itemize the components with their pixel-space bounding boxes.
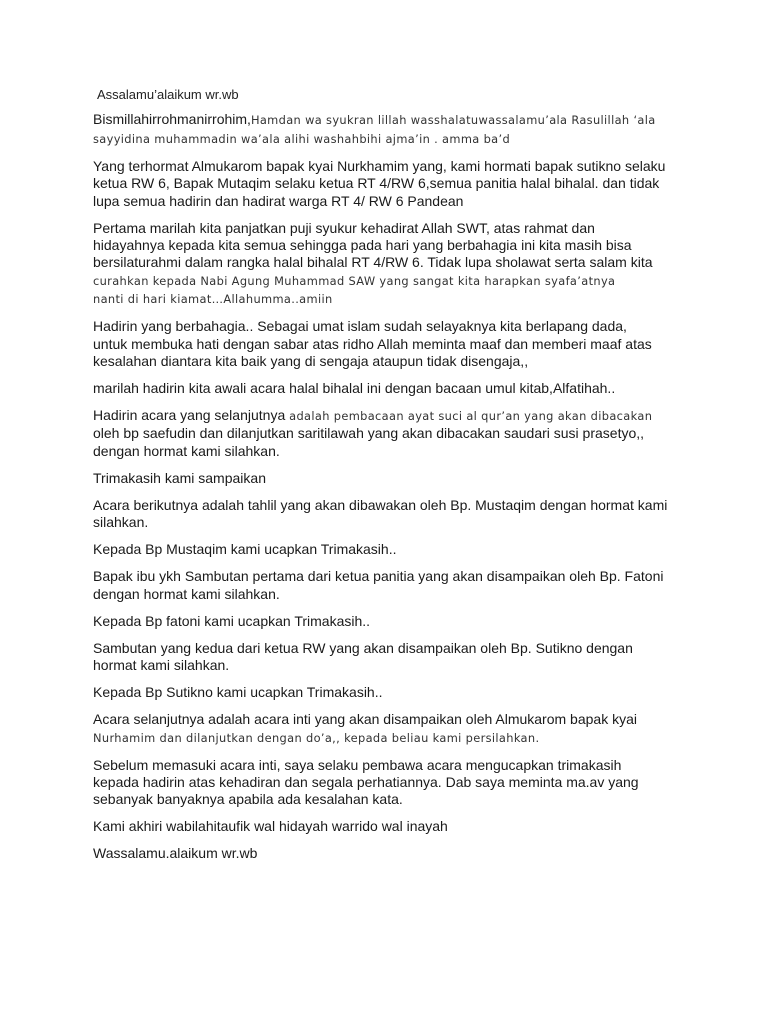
paragraph-line: Kepada Bp Sutikno kami ucapkan Trimakasih.. bbox=[93, 684, 383, 701]
paragraph-line: Kepada Bp fatoni kami ucapkan Trimakasih.. bbox=[93, 612, 371, 629]
document-body bbox=[93, 86, 693, 872]
paragraph-line-start: Hadirin acara yang selanjutnya bbox=[93, 407, 290, 424]
quran-recitation-paragraph bbox=[93, 407, 693, 460]
paragraph-line: Kami akhiri wabilahitaufik wal hidayah warrido wal inayah bbox=[93, 818, 448, 835]
paragraph-line: Kepada Bp Mustaqim kami ucapkan Trimakasih.. bbox=[93, 541, 397, 558]
hamdalah-text-continued: sayyidina muhammadin wa’ala alihi washahbihi ajma’in . amma ba’d bbox=[93, 131, 511, 146]
paragraph-line: Nurhamim dan dilanjutkan dengan do’a,, kepada beliau kami persilahkan. bbox=[93, 730, 540, 745]
paragraph-line: Bapak ibu ykh Sambutan pertama dari ketua panitia yang akan disampaikan oleh Bp. Fatoni bbox=[93, 568, 664, 585]
paragraph-line: hidayahnya kepada kita semua sehingga pada hari yang berbahagia ini kita masih bisa bbox=[93, 237, 632, 254]
paragraph-line: Trimakasih kami sampaikan bbox=[93, 469, 266, 486]
first-speech-paragraph bbox=[93, 568, 693, 603]
thanks-sutikno-paragraph bbox=[93, 684, 693, 701]
paragraph-line: sebanyak banyaknya apabila ada kesalahan kata. bbox=[93, 791, 403, 808]
paragraph-line: silahkan. bbox=[93, 514, 149, 531]
apology-paragraph bbox=[93, 757, 693, 809]
alfatihah-paragraph bbox=[93, 380, 693, 397]
thanks-fatoni-paragraph bbox=[93, 613, 693, 630]
paragraph-line: Yang terhormat Almukarom bapak kyai Nurkhamim yang, kami hormati bapak sutikno selaku bbox=[93, 157, 666, 174]
farewell-greeting bbox=[93, 845, 693, 862]
paragraph-line: nanti di hari kiamat…Allahumma..amiin bbox=[93, 292, 333, 307]
paragraph-line: dengan hormat kami silahkan. bbox=[93, 442, 280, 459]
forgiveness-paragraph bbox=[93, 318, 693, 370]
paragraph-line: Acara selanjutnya adalah acara inti yang akan disampaikan oleh Almukarom bapak kyai bbox=[93, 711, 637, 728]
paragraph-line: hormat kami silahkan. bbox=[93, 657, 230, 674]
paragraph-line: kesalahan diantara kita baik yang di sengaja ataupun tidak disengaja,, bbox=[93, 353, 529, 370]
paragraph-line: untuk membuka hati dengan sabar atas ridho Allah meminta maaf dan memberi maaf atas bbox=[93, 335, 652, 352]
hamdalah-text: Hamdan wa syukran lillah wasshalatuwassalamu’ala Rasulillah ‘ala bbox=[250, 113, 656, 128]
paragraph-line: Wassalamu.alaikum wr.wb bbox=[93, 845, 258, 862]
paragraph-line: Acara berikutnya adalah tahlil yang akan dibawakan oleh Bp. Mustaqim dengan hormat kami bbox=[93, 496, 668, 513]
paragraph-line: marilah hadirin kita awali acara halal bihalal ini dengan bacaan umul kitab,Alfatihah.. bbox=[93, 380, 616, 397]
paragraph-line: oleh bp saefudin dan dilanjutkan saritilawah yang akan dibacakan saudari susi prasetyo,, bbox=[93, 425, 645, 442]
opening-salutation-paragraph bbox=[93, 158, 693, 210]
gratitude-paragraph bbox=[93, 220, 693, 309]
bismillah-paragraph bbox=[93, 111, 693, 148]
paragraph-line: lupa semua hadirin dan hadirat warga RT 4/ RW 6 Pandean bbox=[93, 192, 464, 209]
paragraph-line: Sebelum memasuki acara inti, saya selaku pembawa acara mengucapkan trimakasih bbox=[93, 756, 622, 773]
closing-paragraph bbox=[93, 818, 693, 835]
paragraph-line: curahkan kepada Nabi Agung Muhammad SAW yang sangat kita harapkan syafa’atnya bbox=[93, 273, 616, 288]
paragraph-line-end: adalah pembacaan ayat suci al qur’an yang akan dibacakan bbox=[289, 409, 653, 424]
paragraph-line: bersilaturahmi dalam rangka halal bihalal RT 4/RW 6. Tidak lupa sholawat serta salam kita bbox=[93, 254, 653, 271]
paragraph-line: Sambutan yang kedua dari ketua RW yang akan disampaikan oleh Bp. Sutikno dengan bbox=[93, 639, 633, 656]
greeting: Assalamu’alaikum wr.wb bbox=[97, 87, 239, 102]
bismillah-text: Bismillahirrohmanirrohim, bbox=[93, 111, 251, 128]
tahlil-paragraph bbox=[93, 497, 693, 532]
paragraph-line: ketua RW 6, Bapak Mutaqim selaku ketua RT 4/RW 6,semua panitia halal bihalal. dan tidak bbox=[93, 175, 660, 192]
thanks-mustaqim-paragraph bbox=[93, 541, 693, 558]
paragraph-line: dengan hormat kami silahkan. bbox=[93, 585, 280, 602]
paragraph-line: kepada hadirin atas kehadiran dan segala perhatiannya. Dab saya meminta ma.av yang bbox=[93, 773, 639, 790]
paragraph-line: Pertama marilah kita panjatkan puji syukur kehadirat Allah SWT, atas rahmat dan bbox=[93, 219, 595, 236]
paragraph-line: Hadirin yang berbahagia.. Sebagai umat islam sudah selayaknya kita berlapang dada, bbox=[93, 318, 627, 335]
main-event-paragraph bbox=[93, 711, 693, 747]
thanks-paragraph bbox=[93, 470, 693, 487]
second-speech-paragraph bbox=[93, 640, 693, 675]
